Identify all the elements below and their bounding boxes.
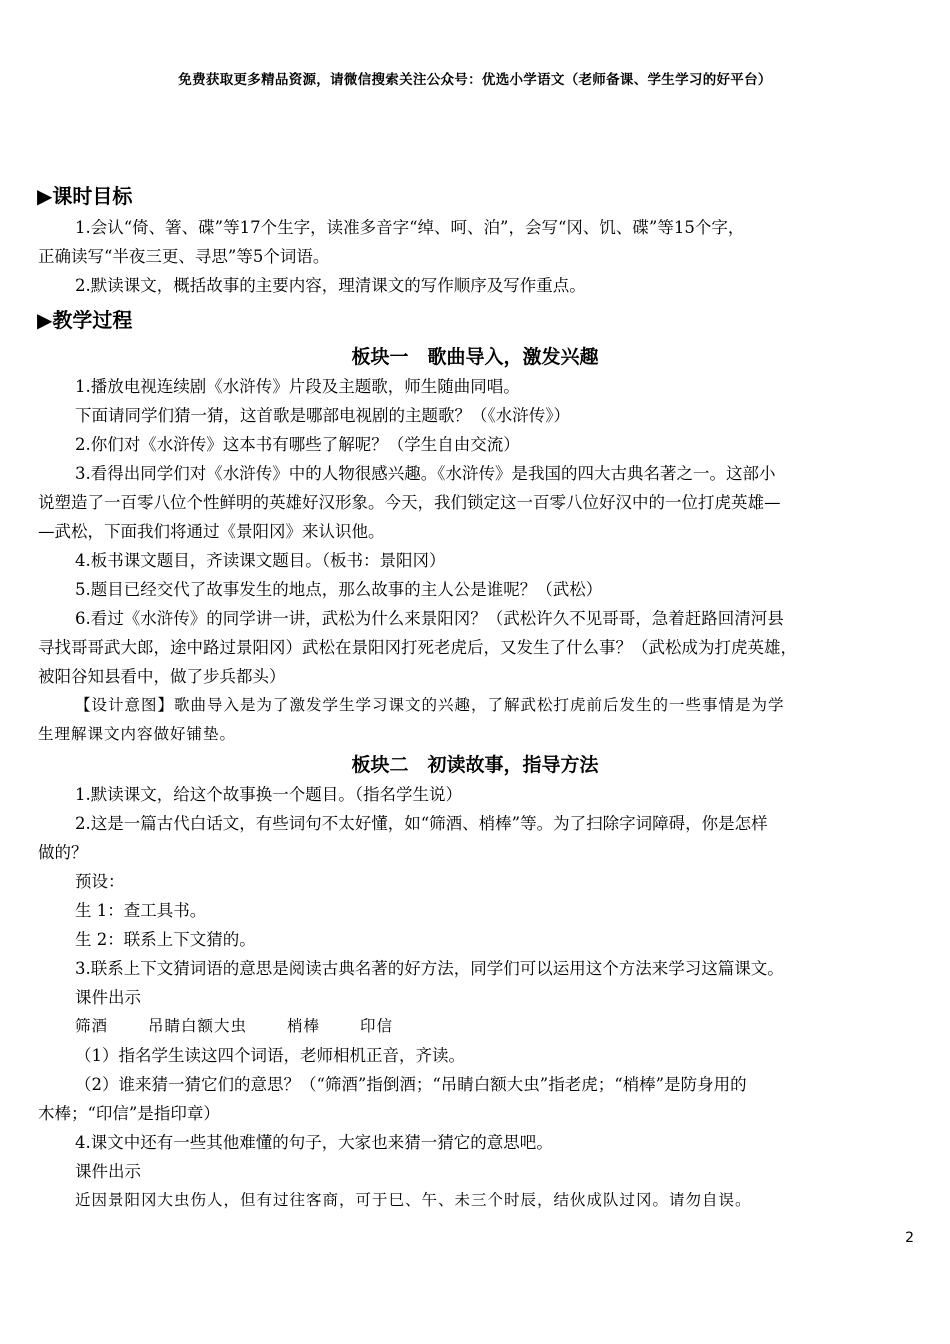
- vocab-word: 吊睛白额大虫: [148, 1017, 248, 1035]
- vocab-word: 梢棒: [287, 1017, 321, 1035]
- vocab-word: 筛酒: [75, 1017, 109, 1035]
- design-intent-line-1: 【设计意图】歌曲导入是为了激发学生学习课文的兴趣，了解武松打虎前后发生的一些事情是为学: [75, 696, 785, 714]
- b1-item-3-line-3: —武松，下面我们将通过《景阳冈》来认识他。: [38, 522, 385, 541]
- b2-item-1: 1.默读课文，给这个故事换一个题目。（指名学生说）: [75, 785, 462, 804]
- b1-item-4: 4.板书课文题目，齐读课文题目。（板书：景阳冈）: [75, 551, 446, 570]
- block-1-title: 板块一 歌曲导入，激发兴趣: [351, 346, 599, 368]
- page-number: 2: [905, 1230, 914, 1246]
- b2-item-3: 3.联系上下文猜词语的意思是阅读古典名著的好方法，同学们可以运用这个方法来学习这篇课文。: [75, 959, 784, 978]
- b2-item-4: 4.课文中还有一些其他难懂的句子，大家也来猜一猜它的意思吧。: [75, 1133, 553, 1152]
- b1-item-6-line-2: 寻找哥哥武大郎，途中路过景阳冈）武松在景阳冈打死老虎后，又发生了什么事？（武松成为打虎英雄，: [38, 638, 797, 657]
- section-title-process: ▶教学过程: [37, 308, 133, 332]
- notice-sentence: 近因景阳冈大虫伤人，但有过往客商，可于巳、午、未三个时辰，结伙成队过冈。请勿自误。: [75, 1191, 752, 1209]
- goal-1-line-2: 正确读写“半夜三更、寻思”等5个词语。: [38, 247, 330, 266]
- student-2: 生 2：联系上下文猜的。: [75, 930, 256, 949]
- section-title-goals: ▶课时目标: [37, 184, 133, 208]
- student-1: 生 1：查工具书。: [75, 901, 207, 920]
- goal-2: 2.默读课文，概括故事的主要内容，理清课文的写作顺序及写作重点。: [75, 276, 586, 295]
- courseware-label-2: 课件出示: [75, 1162, 141, 1181]
- b1-item-6-line-1: 6.看过《水浒传》的同学讲一讲，武松为什么来景阳冈？（武松许久不见哥哥，急着赶路回清河县: [75, 609, 784, 628]
- vocab-word: 印信: [360, 1017, 394, 1035]
- b2-item-2-line-1: 2.这是一篇古代白话文，有些词句不太好懂，如“筛酒、梢棒”等。为了扫除字词障碍，你是怎样: [75, 814, 768, 833]
- vocab-words: [75, 1012, 433, 1042]
- preset-label: 预设：: [75, 872, 125, 891]
- b1-item-2: 2.你们对《水浒传》这本书有哪些了解呢？（学生自由交流）: [75, 435, 520, 454]
- b1-item-3-line-2: 说塑造了一百零八位个性鲜明的英雄好汉形象。今天，我们锁定这一百零八位好汉中的一位打虎英雄—: [38, 493, 781, 512]
- b2-item-3-sub-2-line-1: （2）谁来猜一猜它们的意思？（“筛酒”指倒酒；“吊睛白额大虫”指老虎；“梢棒”是防身用的: [75, 1075, 747, 1094]
- b1-item-6-line-3: 被阳谷知县看中，做了步兵都头）: [38, 667, 286, 686]
- b2-item-2-line-2: 做的？: [38, 843, 88, 862]
- courseware-label-1: 课件出示: [75, 988, 141, 1007]
- b1-item-3-line-1: 3.看得出同学们对《水浒传》中的人物很感兴趣。《水浒传》是我国的四大古典名著之一。这部小: [75, 464, 776, 483]
- b2-item-3-sub-1: （1）指名学生读这四个词语，老师相机正音，齐读。: [75, 1046, 465, 1065]
- page-header: 免费获取更多精品资源，请微信搜索关注公众号：优选小学语文（老师备课、学生学习的好平台）: [178, 72, 772, 88]
- block-2-title: 板块二 初读故事，指导方法: [351, 754, 599, 776]
- b1-item-5: 5.题目已经交代了故事发生的地点，那么故事的主人公是谁呢？（武松）: [75, 580, 603, 599]
- b1-item-1-question: 下面请同学们猜一猜，这首歌是哪部电视剧的主题歌？（《水浒传》）: [75, 406, 570, 425]
- b2-item-3-sub-2-line-2: 木棒；“印信”是指印章）: [38, 1104, 220, 1123]
- design-intent-line-2: 生理解课文内容做好铺垫。: [38, 725, 237, 743]
- b1-item-1: 1.播放电视连续剧《水浒传》片段及主题歌，师生随曲同唱。: [75, 377, 520, 396]
- goal-1-line-1: 1.会认“倚、箸、碟”等17个生字，读准多音字“绰、呵、泊”，会写“冈、饥、碟”等15个字，: [75, 218, 745, 237]
